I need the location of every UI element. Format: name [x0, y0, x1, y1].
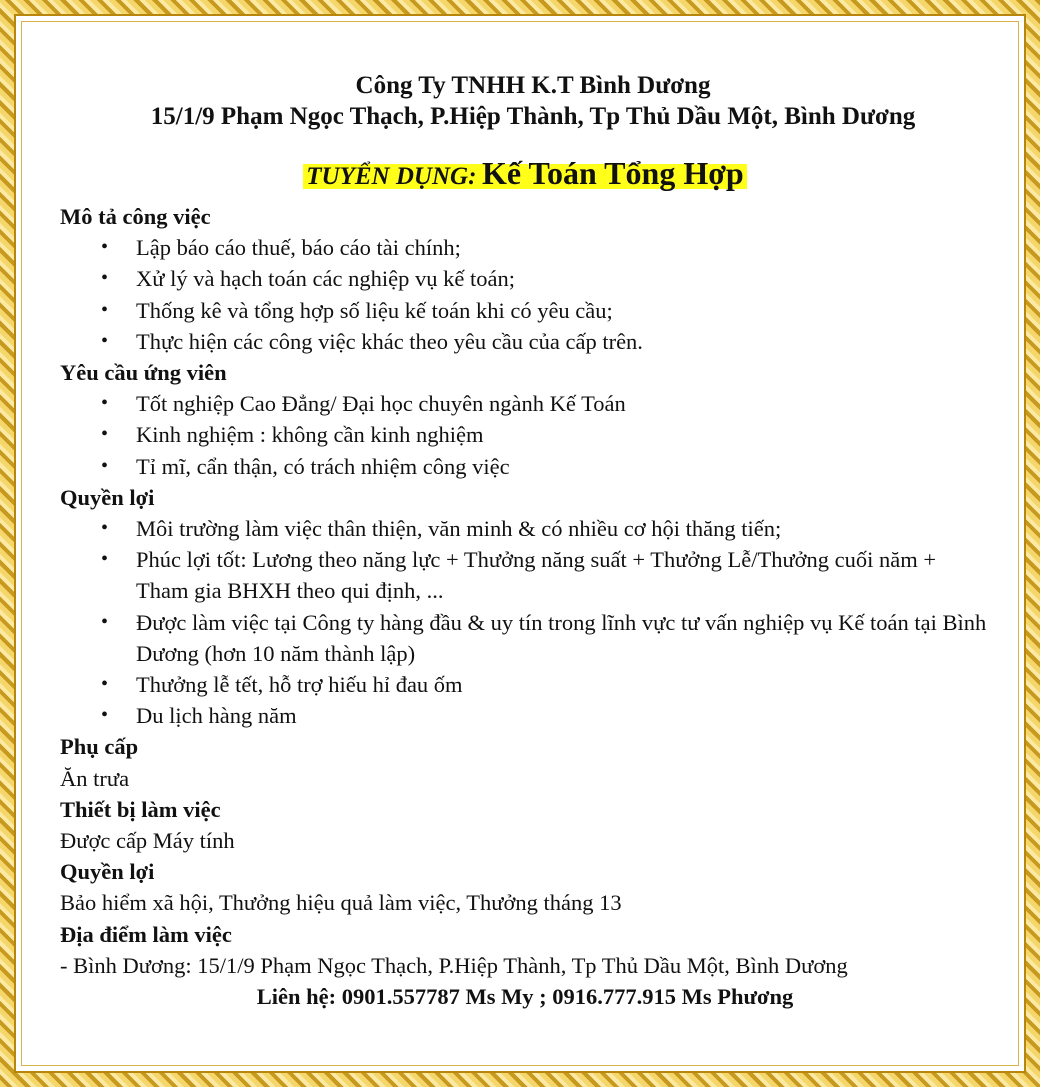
- section-heading-location: Địa điểm làm việc: [60, 921, 232, 947]
- job-title: Kế Toán Tổng Hợp: [482, 155, 744, 191]
- list-item: • Được làm việc tại Công ty hàng đầu & uy tín trong lĩnh vực tư vấn nghiệp vụ Kế toán tại Bình Dương (hơn 10 năm thành lập): [60, 607, 990, 669]
- benefits-2-text: Bảo hiểm xã hội, Thưởng hiệu quả làm việc, Thưởng tháng 13: [60, 890, 622, 916]
- section-heading-benefits: Quyền lợi: [60, 484, 155, 510]
- requirements-list: [60, 388, 990, 482]
- section-heading-description: Mô tả công việc: [60, 204, 211, 229]
- benefits-list: [60, 513, 990, 731]
- title-lead: TUYỂN DỤNG:: [306, 163, 477, 190]
- description-list: [60, 232, 990, 357]
- section-heading-benefits-2: Quyền lợi: [60, 859, 155, 885]
- list-item: • Tốt nghiệp Cao Đẳng/ Đại học chuyên ngành Kế Toán: [60, 388, 990, 419]
- company-name: Công Ty TNHH K.T Bình Dương: [355, 72, 711, 99]
- list-item: • Thưởng lễ tết, hỗ trợ hiếu hỉ đau ốm: [60, 669, 990, 700]
- job-posting: [60, 70, 990, 1012]
- section-heading-requirements: Yêu cầu ứng viên: [60, 360, 227, 386]
- allowance-text: Ăn trưa: [60, 765, 130, 791]
- list-item: • Lập báo cáo thuế, báo cáo tài chính;: [60, 232, 990, 263]
- title-highlight: [303, 155, 746, 191]
- list-item: • Thống kê và tổng hợp số liệu kế toán khi có yêu cầu;: [60, 295, 990, 326]
- list-item: • Môi trường làm việc thân thiện, văn minh & có nhiều cơ hội thăng tiến;: [60, 513, 990, 544]
- section-heading-allowance: Phụ cấp: [60, 734, 139, 760]
- list-item: • Du lịch hàng năm: [60, 700, 990, 731]
- location-text: - Bình Dương: 15/1/9 Phạm Ngọc Thạch, P.Hiệp Thành, Tp Thủ Dầu Một, Bình Dương: [60, 952, 848, 978]
- section-heading-equipment: Thiết bị làm việc: [60, 796, 221, 822]
- list-item: • Tỉ mĩ, cẩn thận, có trách nhiệm công việc: [60, 451, 990, 482]
- company-address: 15/1/9 Phạm Ngọc Thạch, P.Hiệp Thành, Tp Thủ Dầu Một, Bình Dương: [150, 103, 916, 130]
- list-item: • Kinh nghiệm : không cần kinh nghiệm: [60, 419, 990, 450]
- posting-title: [60, 151, 990, 199]
- list-item: • Thực hiện các công việc khác theo yêu cầu của cấp trên.: [60, 326, 990, 357]
- list-item: • Xử lý và hạch toán các nghiệp vụ kế toán;: [60, 263, 990, 294]
- contact-info: Liên hệ: 0901.557787 Ms My ; 0916.777.915 Ms Phương: [256, 984, 794, 1010]
- list-item: • Phúc lợi tốt: Lương theo năng lực + Thưởng năng suất + Thưởng Lễ/Thưởng cuối năm + Tham gia BHXH theo qui định, ...: [60, 544, 990, 606]
- equipment-text: Được cấp Máy tính: [60, 828, 235, 854]
